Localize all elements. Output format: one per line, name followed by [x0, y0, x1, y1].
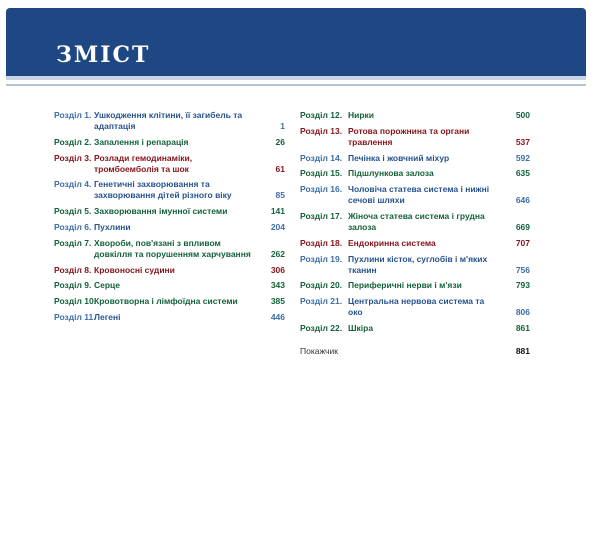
chapter-label: Розділ 7. — [54, 237, 92, 248]
chapter-label: Розділ 10. — [54, 296, 97, 307]
chapter-label: Розділ 2. — [54, 136, 92, 147]
page-title: ЗМІСТ — [56, 42, 151, 68]
chapter-label: Розділ 3. — [54, 152, 92, 163]
page-number: 385 — [270, 296, 285, 307]
chapter-title: Периферичні нерви і м'язи — [348, 280, 462, 291]
page-number: 61 — [275, 163, 285, 174]
toc-entry[interactable] — [300, 280, 530, 291]
toc-entry[interactable] — [54, 179, 285, 201]
chapter-title: Легені — [94, 311, 121, 322]
chapter-label: Розділ 17. — [300, 210, 343, 221]
toc-index-entry[interactable] — [300, 346, 530, 357]
page-number: 141 — [270, 206, 285, 217]
toc-entry[interactable] — [54, 296, 285, 307]
chapter-title: Печінка і жовчний міхур — [348, 152, 450, 163]
page-number: 85 — [275, 190, 285, 201]
chapter-title: Кровотворна і лімфоїдна системи — [94, 296, 238, 307]
page-number: 26 — [275, 136, 285, 147]
page-number: 756 — [515, 264, 530, 275]
chapter-label: Розділ 18. — [300, 237, 343, 248]
page-number: 861 — [515, 322, 530, 333]
chapter-label: Розділ 8. — [54, 264, 92, 275]
page-number: 1 — [280, 121, 285, 131]
chapter-label: Розділ 13. — [300, 125, 343, 136]
chapter-title: Розлади гемодинаміки, тромбоемболія та шок — [94, 152, 193, 174]
toc-entry[interactable] — [300, 211, 530, 233]
chapter-title: Хвороби, пов'язані з впливом довкілля та порушенням харчування — [94, 237, 251, 259]
chapter-title: Пухлини — [94, 221, 131, 232]
chapter-label: Розділ 5. — [54, 206, 92, 217]
page-number: 669 — [515, 221, 530, 232]
chapter-label: Розділ 19. — [300, 253, 343, 264]
toc-entry[interactable] — [300, 323, 530, 334]
page-number: 204 — [270, 221, 285, 232]
chapter-title: Шкіра — [348, 322, 374, 333]
chapter-title: Кровоносні судини — [94, 264, 175, 275]
toc-entry[interactable] — [300, 238, 530, 249]
toc-entry[interactable] — [300, 168, 530, 179]
chapter-label: Розділ 21. — [300, 296, 343, 307]
chapter-title: Генетичні захворювання та захворювання дітей різного віку — [94, 179, 232, 201]
page-number: 592 — [515, 152, 530, 163]
page-number: 343 — [270, 280, 285, 291]
chapter-label: Розділ 16. — [300, 184, 343, 195]
chapter-title: Ротова порожнина та органи травлення — [348, 125, 470, 147]
toc-entry[interactable] — [300, 184, 530, 206]
page-number: 646 — [515, 195, 530, 206]
toc-entry[interactable] — [300, 110, 530, 121]
chapter-title: Захворювання імунної системи — [94, 206, 228, 217]
toc-entry[interactable] — [54, 238, 285, 260]
chapter-label: Розділ 9. — [54, 280, 92, 291]
toc-entry[interactable] — [54, 265, 285, 276]
chapter-label: Розділ 14. — [300, 152, 343, 163]
header-divider — [6, 84, 586, 86]
toc-entry[interactable] — [300, 254, 530, 276]
chapter-label: Розділ 15. — [300, 168, 343, 179]
chapter-title: Пухлини кісток, суглобів і м'яких тканин — [348, 253, 488, 275]
toc-entry[interactable] — [54, 222, 285, 233]
toc-entry[interactable] — [54, 312, 285, 323]
chapter-label: Розділ 22. — [300, 322, 343, 333]
page-number: 806 — [515, 307, 530, 318]
toc-entry[interactable] — [54, 280, 285, 291]
page-number: 306 — [270, 264, 285, 275]
chapter-label: Розділ 6. — [54, 221, 92, 232]
chapter-label: Розділ 12. — [300, 110, 343, 120]
toc-entry[interactable] — [54, 206, 285, 217]
toc-entry[interactable] — [54, 153, 285, 175]
chapter-title: Центральна нервова система та око — [348, 296, 485, 318]
chapter-title: Жіноча статева система і грудна залоза — [348, 210, 485, 232]
page-number: 635 — [515, 168, 530, 179]
toc-column-left — [54, 110, 285, 328]
chapter-label: Розділ 4. — [54, 179, 92, 190]
header-stripe — [6, 76, 586, 80]
chapter-label: Розділ 1. — [54, 110, 92, 120]
chapter-title: Ушкодження клітини, її загибель та адаптація — [94, 110, 243, 131]
page-number: 262 — [270, 248, 285, 259]
page-number: 537 — [515, 136, 530, 147]
page-number: 793 — [515, 280, 530, 291]
chapter-title: Запалення і репарація — [94, 136, 189, 147]
toc-column-right — [300, 110, 530, 362]
chapter-title: Підшлункова залоза — [348, 168, 434, 179]
toc-entry[interactable] — [54, 137, 285, 148]
chapter-label: Розділ 11. — [54, 311, 96, 322]
chapter-title: Ендокринна система — [348, 237, 436, 248]
page-number: 446 — [270, 311, 285, 322]
page-number: 881 — [515, 345, 530, 356]
page-number: 500 — [515, 110, 530, 120]
toc-entry[interactable] — [54, 110, 285, 132]
toc-entry[interactable] — [300, 153, 530, 164]
toc-entry[interactable] — [300, 296, 530, 318]
chapter-label: Розділ 20. — [300, 280, 343, 291]
chapter-title: Покажчик — [300, 345, 338, 356]
toc-entry[interactable] — [300, 126, 530, 148]
chapter-title: Чоловіча статева система і нижні сечові шляхи — [348, 184, 490, 206]
page-number: 707 — [515, 237, 530, 248]
chapter-title: Серце — [94, 280, 121, 291]
chapter-title: Нирки — [348, 110, 375, 120]
